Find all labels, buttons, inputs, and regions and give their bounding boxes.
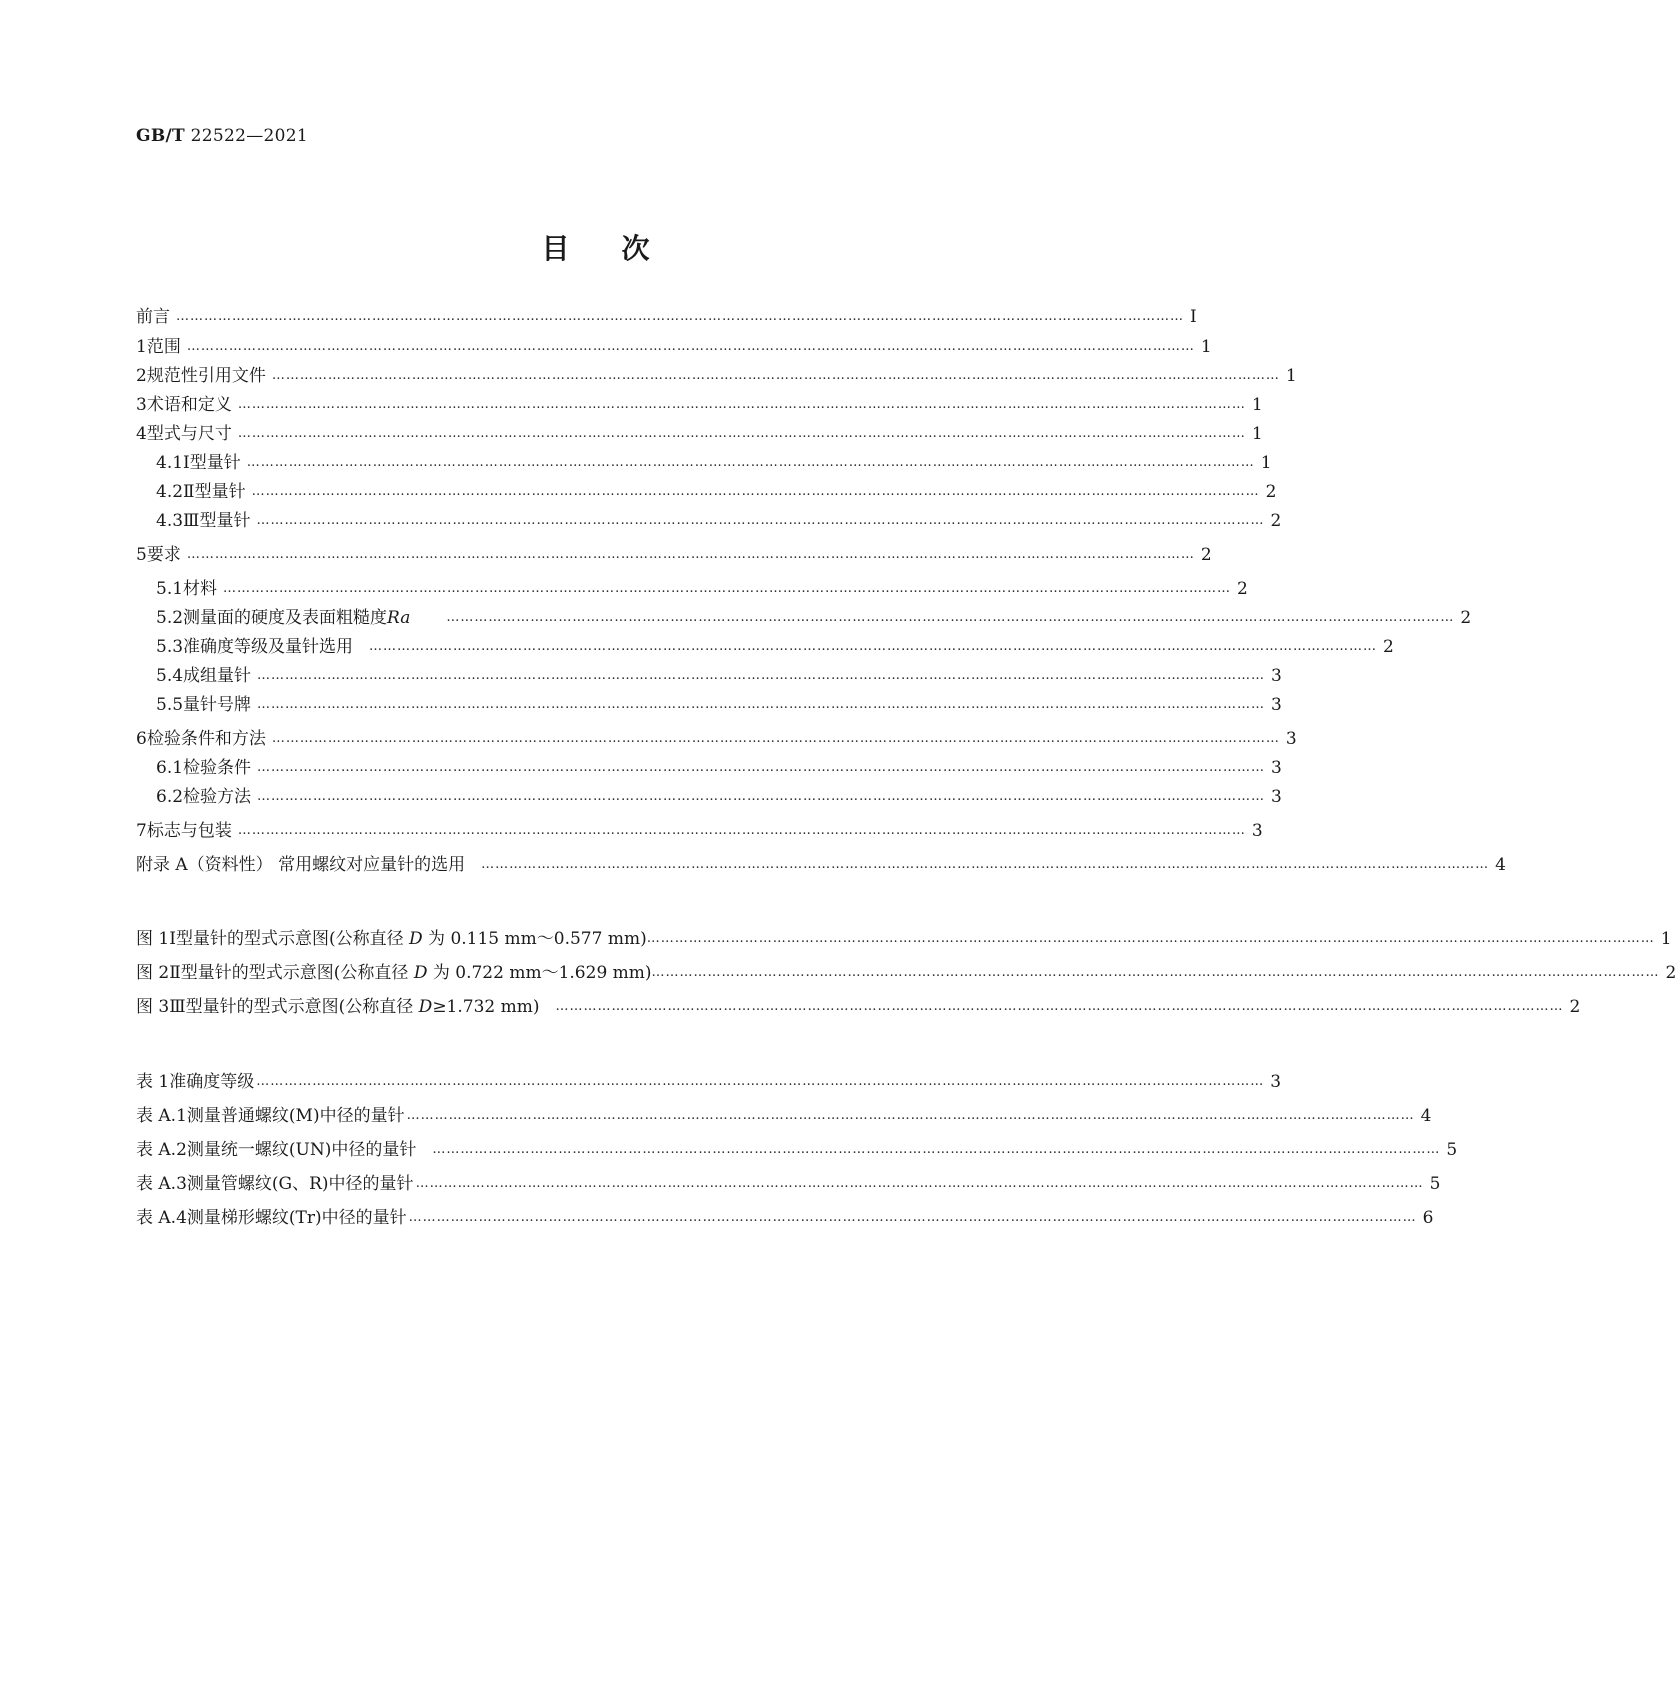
toc-entry-label: Ⅲ型量针 [183, 511, 251, 531]
toc-entry-number: 5.3 [156, 637, 184, 657]
leader-dots: ……………………………………………………………………………………………………………………………………………………………………………………………… [481, 857, 1490, 872]
toc-entry-page: 1 [1251, 424, 1263, 444]
leader-dots: ……………………………………………………………………………………………………………………………………………………………………………………………… [257, 668, 1266, 683]
standard-code-prefix: GB/T [136, 126, 185, 146]
toc-entry-page: 3 [1271, 758, 1282, 778]
figure-entry-1[interactable] [136, 922, 1672, 950]
table-entry-label: 测量梯形螺纹(Tr)中径的量针 [186, 1208, 407, 1228]
toc-entry-7[interactable] [136, 814, 1263, 842]
standard-code [136, 126, 308, 146]
leader-dots: ……………………………………………………………………………………………………………………………………………………………………………………………… [251, 484, 1260, 499]
toc-entry-page: 2 [1383, 637, 1394, 657]
toc-entry-number: 5.4 [156, 666, 184, 686]
toc-entry-label: 前言 [136, 307, 170, 327]
toc-entry-page: 1 [1260, 453, 1272, 473]
table-entry-a1[interactable] [136, 1099, 1432, 1127]
leader-dots: ……………………………………………………………………………………………………………………………………………………………………………………………… [257, 760, 1266, 775]
leader-dots: ……………………………………………………………………………………………………………………………………………………………………………………………… [237, 426, 1246, 441]
toc-entry-page: 1 [1200, 337, 1212, 357]
table-entry-a3[interactable] [136, 1167, 1441, 1195]
leader-dots: ……………………………………………………………………………………………………………………………………………………………………………………………… [432, 1142, 1441, 1157]
table-entry-page: 4 [1420, 1106, 1432, 1126]
toc-entry-number: 5.2 [156, 608, 184, 628]
toc-entry-label: 测量面的硬度及表面粗糙度Ra [183, 608, 411, 628]
leader-dots: ……………………………………………………………………………………………………………………………………………………………………………………………… [651, 965, 1660, 980]
leader-dots: ……………………………………………………………………………………………………………………………………………………………………………………………… [555, 999, 1564, 1014]
toc-entry-foreword[interactable] [136, 300, 1197, 328]
toc-entry-number: 4.3 [156, 511, 184, 531]
table-entry-number: 表 A.3 [136, 1174, 187, 1194]
toc-entry-5-2[interactable] [136, 601, 1472, 629]
toc-entry-annex-a[interactable] [136, 848, 1506, 876]
roughness-symbol: Ra [387, 608, 411, 628]
toc-entry-page: 4 [1495, 855, 1506, 875]
toc-entry-number: 4.2 [156, 482, 184, 502]
toc-entry-label: 要求 [146, 545, 181, 565]
toc-entry-number: 5 [136, 545, 147, 565]
figure-entry-page: 2 [1569, 997, 1581, 1017]
leader-dots: ……………………………………………………………………………………………………………………………………………………………………………………………… [256, 1074, 1265, 1089]
leader-dots: ……………………………………………………………………………………………………………………………………………………………………………………………… [271, 368, 1280, 383]
toc-entry-page: 3 [1285, 729, 1297, 749]
toc-entry-page: 3 [1271, 666, 1282, 686]
table-entry-page: 5 [1446, 1140, 1458, 1160]
toc-entry-4-3[interactable] [136, 504, 1282, 532]
toc-entry-1[interactable] [136, 330, 1212, 358]
figure-entry-page: 2 [1665, 963, 1676, 983]
toc-entry-6[interactable] [136, 722, 1297, 750]
toc-entry-label: 检验条件 [183, 758, 252, 778]
table-entry-a4[interactable] [136, 1201, 1434, 1229]
toc-entry-number: 7 [136, 821, 147, 841]
table-entry-a2[interactable] [136, 1133, 1458, 1161]
toc-entry-label: Ⅱ型量针 [183, 482, 246, 502]
toc-entry-number: 4 [136, 424, 147, 444]
figure-entry-3[interactable] [136, 990, 1581, 1018]
toc-entry-6-1[interactable] [136, 751, 1282, 779]
toc-entry-page: 2 [1237, 579, 1248, 599]
table-entry-label: 测量管螺纹(G、R)中径的量针 [186, 1174, 414, 1194]
toc-entry-label: 检验方法 [183, 787, 252, 807]
toc-entry-page: Ⅰ [1190, 307, 1197, 327]
table-entry-number: 表 A.4 [136, 1208, 187, 1228]
table-entry-label: 测量统一螺纹(UN)中径的量针 [186, 1140, 417, 1160]
leader-dots: ……………………………………………………………………………………………………………………………………………………………………………………………… [446, 610, 1455, 625]
leader-dots: ……………………………………………………………………………………………………………………………………………………………………………………………… [646, 931, 1655, 946]
figure-entry-label: Ⅲ型量针的型式示意图(公称直径 D≥1.732 mm) [169, 997, 540, 1017]
leader-dots: ……………………………………………………………………………………………………………………………………………………………………………………………… [176, 309, 1184, 324]
toc-entry-number: 5.1 [156, 579, 184, 599]
toc-entry-5-3[interactable] [136, 630, 1394, 658]
table-entry-page: 6 [1422, 1208, 1434, 1228]
toc-entry-label: 检验条件和方法 [146, 729, 266, 749]
toc-entry-5-5[interactable] [136, 688, 1282, 716]
table-entry-number: 表 A.1 [136, 1106, 187, 1126]
toc-entry-4[interactable] [136, 417, 1263, 445]
toc-entry-label: 型式与尺寸 [146, 424, 232, 444]
figure-entry-number: 图 1 [136, 929, 170, 949]
leader-dots: ……………………………………………………………………………………………………………………………………………………………………………………………… [256, 513, 1265, 528]
toc-entry-number: 6.1 [156, 758, 184, 778]
toc-entry-label: 成组量针 [183, 666, 252, 686]
figure-entry-number: 图 2 [136, 963, 170, 983]
table-entry-page: 3 [1270, 1072, 1282, 1092]
standard-code-number: 22522—2021 [190, 126, 309, 146]
leader-dots: ……………………………………………………………………………………………………………………………………………………………………………………………… [186, 547, 1195, 562]
toc-entry-label: 标志与包装 [146, 821, 232, 841]
figure-entry-label: Ⅰ型量针的型式示意图(公称直径 D 为 0.115 mm～0.577 mm) [169, 929, 647, 949]
table-entry-label: 准确度等级 [169, 1072, 255, 1092]
toc-entry-2[interactable] [136, 359, 1297, 387]
toc-entry-number: 1 [136, 337, 147, 357]
toc-entry-page: 2 [1460, 608, 1472, 628]
toc-entry-label: 材料 [183, 579, 218, 599]
toc-entry-page: 2 [1200, 545, 1212, 565]
table-entry-number: 表 A.2 [136, 1140, 187, 1160]
table-entry-1[interactable] [136, 1065, 1282, 1093]
toc-entry-label: Ⅰ型量针 [183, 453, 241, 473]
toc-entry-label: 附录 A（资料性） 常用螺纹对应量针的选用 [136, 855, 466, 875]
toc-entry-page: 3 [1271, 695, 1282, 715]
figure-entry-page: 1 [1660, 929, 1672, 949]
leader-dots: ……………………………………………………………………………………………………………………………………………………………………………………………… [257, 789, 1266, 804]
leader-dots: ……………………………………………………………………………………………………………………………………………………………………………………………… [237, 397, 1246, 412]
leader-dots: ……………………………………………………………………………………………………………………………………………………………………………………………… [223, 581, 1232, 596]
leader-dots: ……………………………………………………………………………………………………………………………………………………………………………………………… [369, 639, 1378, 654]
leader-dots: ……………………………………………………………………………………………………………………………………………………………………………………………… [186, 339, 1195, 354]
toc-entry-label: 准确度等级及量针选用 [183, 637, 354, 657]
toc-entry-number: 5.5 [156, 695, 184, 715]
toc-entry-number: 3 [136, 395, 147, 415]
toc-entry-4-2[interactable] [136, 475, 1277, 503]
toc-entry-number: 6.2 [156, 787, 184, 807]
page-title: 目次 [541, 232, 702, 265]
leader-dots: ……………………………………………………………………………………………………………………………………………………………………………………………… [257, 697, 1266, 712]
figure-entry-2[interactable] [136, 956, 1676, 984]
toc-entry-5-4[interactable] [136, 659, 1282, 687]
leader-dots: ……………………………………………………………………………………………………………………………………………………………………………………………… [408, 1210, 1417, 1225]
table-entry-number: 表 1 [136, 1072, 170, 1092]
leader-dots: ……………………………………………………………………………………………………………………………………………………………………………………………… [406, 1108, 1415, 1123]
toc-entry-page: 3 [1271, 787, 1282, 807]
leader-dots: ……………………………………………………………………………………………………………………………………………………………………………………………… [246, 455, 1255, 470]
toc-entry-number: 4.1 [156, 453, 184, 473]
toc-entry-4-1[interactable] [136, 446, 1272, 474]
table-entry-page: 5 [1429, 1174, 1441, 1194]
toc-entry-5-1[interactable] [136, 572, 1248, 600]
toc-entry-number: 6 [136, 729, 147, 749]
toc-entry-label: 规范性引用文件 [146, 366, 266, 386]
toc-entry-label: 量针号牌 [183, 695, 252, 715]
table-entry-label: 测量普通螺纹(M)中径的量针 [186, 1106, 405, 1126]
toc-entry-label: 术语和定义 [146, 395, 232, 415]
toc-entry-page: 1 [1285, 366, 1297, 386]
leader-dots: ……………………………………………………………………………………………………………………………………………………………………………………………… [237, 823, 1246, 838]
toc-entry-page: 3 [1251, 821, 1263, 841]
figure-entry-number: 图 3 [136, 997, 170, 1017]
toc-entry-5[interactable] [136, 538, 1212, 566]
figure-entry-label: Ⅱ型量针的型式示意图(公称直径 D 为 0.722 mm～1.629 mm) [169, 963, 652, 983]
toc-entry-6-2[interactable] [136, 780, 1282, 808]
toc-entry-number: 2 [136, 366, 147, 386]
toc-entry-3[interactable] [136, 388, 1263, 416]
leader-dots: ……………………………………………………………………………………………………………………………………………………………………………………………… [271, 731, 1280, 746]
toc-entry-page: 2 [1270, 511, 1282, 531]
toc-entry-page: 2 [1265, 482, 1277, 502]
leader-dots: ……………………………………………………………………………………………………………………………………………………………………………………………… [415, 1176, 1424, 1191]
toc-entry-label: 范围 [146, 337, 181, 357]
toc-entry-page: 1 [1251, 395, 1263, 415]
